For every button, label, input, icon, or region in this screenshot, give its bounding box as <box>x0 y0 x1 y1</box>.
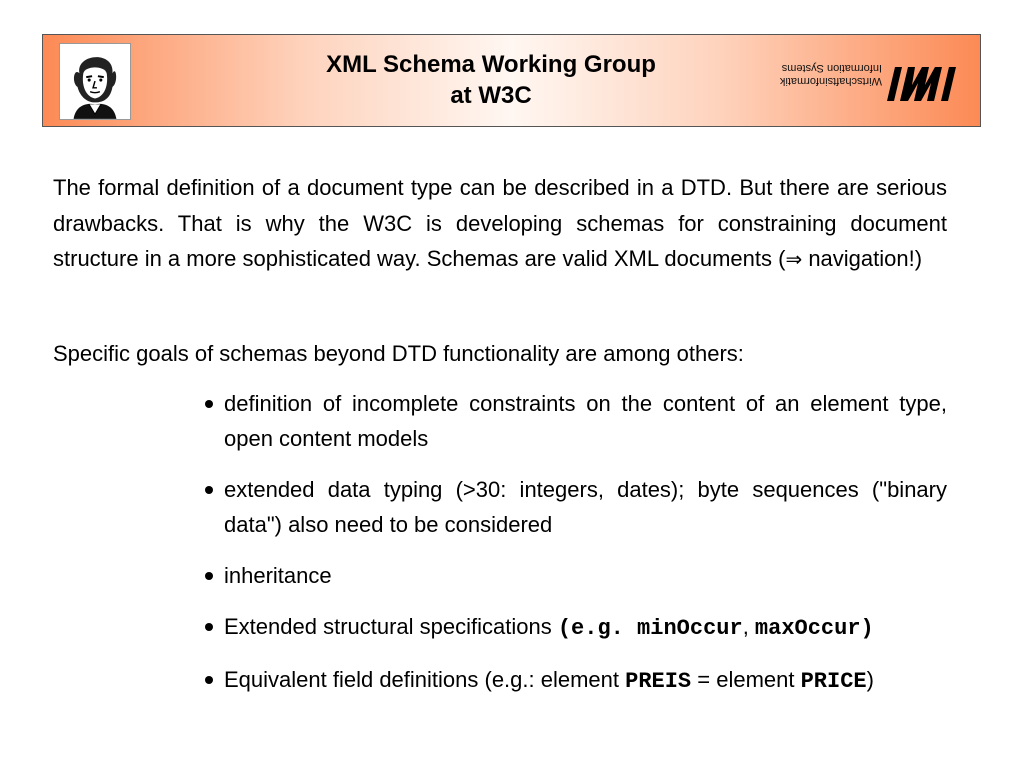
list-item-text: Extended structural specifications <box>224 614 558 639</box>
list-item-middle: = element <box>691 667 801 692</box>
list-item-text: inheritance <box>224 563 332 588</box>
implies-arrow-icon: ⇒ <box>785 247 803 271</box>
logo-line-1: Wirtschaftsinformatik <box>779 75 882 87</box>
title-line-2: at W3C <box>450 82 532 109</box>
page-title <box>243 49 739 111</box>
slide-header <box>42 34 981 127</box>
bullet-icon <box>205 623 213 631</box>
code-preis: PREIS <box>625 669 692 694</box>
goals-list <box>205 386 947 715</box>
logo-line-2: Information Systems <box>781 62 882 74</box>
iwi-logo-icon <box>885 63 959 103</box>
list-item-text: Equivalent field definitions (e.g.: element <box>224 667 626 692</box>
bullet-icon <box>205 676 213 684</box>
code-maxoccur: maxOccur) <box>754 616 874 641</box>
list-item <box>205 662 947 699</box>
iwi-logo-text <box>767 61 882 87</box>
list-item <box>205 558 947 593</box>
intro-text-end: navigation!) <box>802 246 923 271</box>
list-item <box>205 472 947 542</box>
goethe-portrait-logo <box>59 43 131 120</box>
code-minoccur: (e.g. minOccur <box>557 616 743 641</box>
list-item-text: definition of incomplete constraints on the content of an element type, open content models <box>224 391 947 451</box>
bullet-icon <box>205 572 213 580</box>
portrait-icon <box>60 44 130 119</box>
list-item-separator: , <box>742 614 755 639</box>
bullet-icon <box>205 486 213 494</box>
bullet-icon <box>205 400 213 408</box>
intro-paragraph <box>53 170 947 278</box>
list-item-text: extended data typing (>30: integers, dates); byte sequences ("binary data") also need to be considered <box>224 477 947 537</box>
list-item <box>205 386 947 456</box>
goals-intro: Specific goals of schemas beyond DTD functionality are among others: <box>53 341 744 366</box>
list-item <box>205 609 947 646</box>
intro-text: The formal definition of a document type can be described in a DTD. But there are serious drawbacks. That is why the W3C is developing schemas for constraining document structure in a more sophisticated way. Schemas are valid XML documents ( <box>53 175 947 271</box>
title-line-1: XML Schema Working Group <box>326 51 656 78</box>
code-price: PRICE <box>800 669 867 694</box>
list-item-end: ) <box>866 667 874 692</box>
